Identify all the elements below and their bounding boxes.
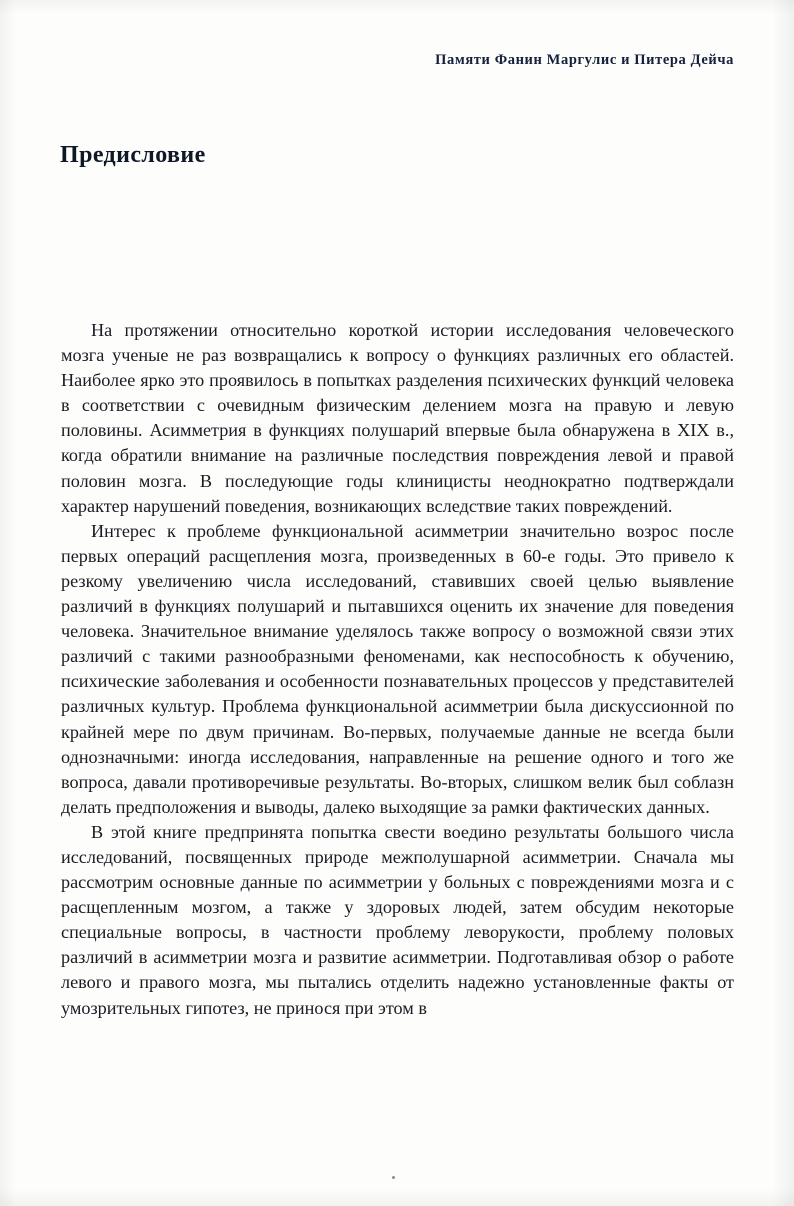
dedication-line: Памяти Фанин Маргулис и Питера Дейча (435, 52, 734, 68)
page-edge-shade-right (772, 0, 794, 1206)
footer-mark (392, 1176, 395, 1179)
page-edge-shade-bottom (0, 1188, 794, 1206)
paragraph: На протяжении относительно короткой истории исследования человеческого мозга ученые не раз возвращались к вопросу о функциях различных его областей. Наиболее ярко это проявилось в попытках разделения психических функций человека в соответствии с очевидным физическим делением мозга на правую и левую половины. Асимметрия в функциях полушарий впервые была обнаружена в XIX в., когда обратили внимание на различные последствия повреждения левой и правой половин мозга. В последующие годы клиницисты неоднократно подтверждали характер нарушений поведения, возникающих вследствие таких повреждений. (61, 320, 734, 516)
page-edge-shade-top (0, 0, 794, 14)
paragraph: Интерес к проблеме функциональной асимметрии значительно возрос после первых операций расщепления мозга, произведенных в 60-е годы. Это привело к резкому увеличению числа исследований, ставивших своей целью выявление различий в функциях полушарий и пытавшихся оценить их значение для поведения человека. Значительное внимание уделялось также вопросу о возможной связи этих различий с такими разнообразными феноменами, как неспособность к обучению, психические заболевания и особенности познавательных процессов у представителей различных культур. Проблема функциональной асимметрии была дискуссионной по крайней мере по двум причинам. Во-первых, получаемые данные не всегда были однозначными: иногда исследования, направленные на решение одного и того же вопроса, давали противоречивые результаты. Во-вторых, слишком велик был соблазн делать предположения и выводы, далеко выходящие за рамки фактических данных. (61, 520, 734, 817)
paragraph: В этой книге предпринята попытка свести воедино результаты большого числа исследований, посвященных природе межполушарной асимметрии. Сначала мы рассмотрим основные данные по асимметрии у больных с повреждениями мозга и с расщепленным мозгом, а также у здоровых людей, затем обсудим некоторые специальные вопросы, в частности проблему леворукости, проблему половых различий в асимметрии мозга и развитие асимметрии. Подготавливая обзор о работе левого и правого мозга, мы пытались отделить надежно установленные факты от умозрительных гипотез, не принося при этом в (61, 821, 734, 1018)
page-title: Предисловие (60, 142, 206, 169)
body-text (61, 318, 734, 1021)
page-edge-shade-left (0, 0, 16, 1206)
